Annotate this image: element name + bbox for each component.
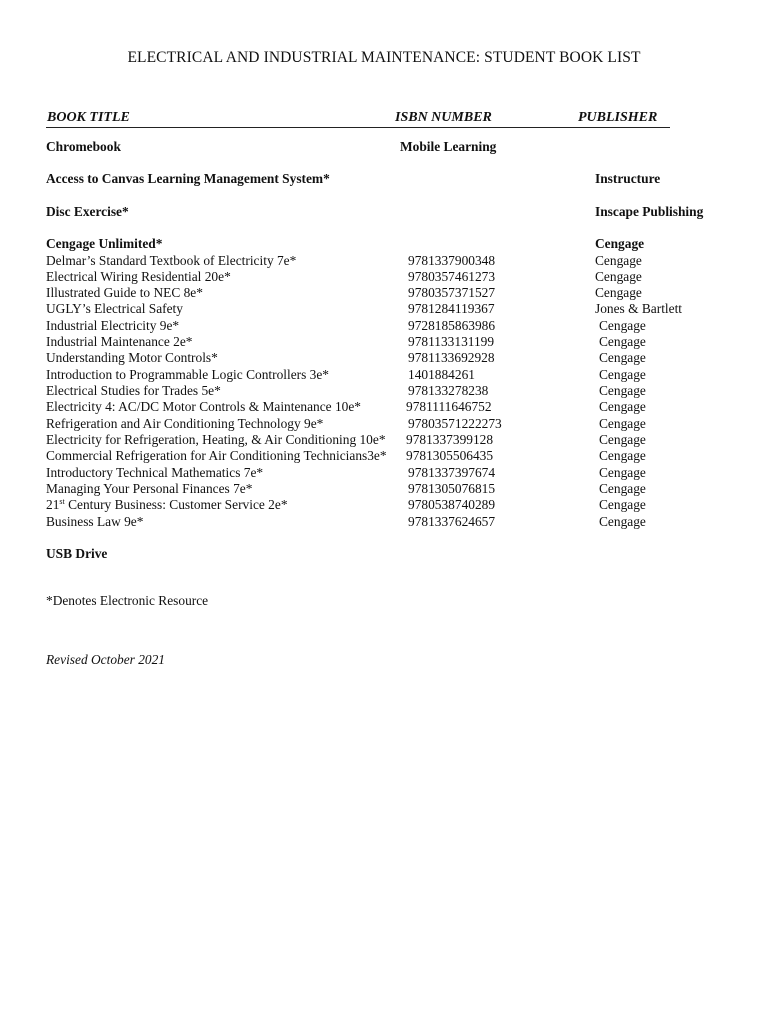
book-isbn: Mobile Learning — [400, 139, 497, 154]
book-publisher: Cengage — [599, 448, 646, 463]
book-title: Industrial Maintenance 2e* — [46, 334, 193, 349]
book-isbn: 978133278238 — [408, 383, 489, 398]
book-row — [0, 367, 768, 383]
book-title: Business Law 9e* — [46, 514, 144, 529]
book-isbn: 9781133131199 — [408, 334, 495, 349]
book-title: Understanding Motor Controls* — [46, 350, 218, 365]
book-publisher: Cengage — [599, 514, 646, 529]
book-title: Access to Canvas Learning Management System* — [46, 171, 330, 186]
book-row — [0, 465, 768, 481]
book-title: Refrigeration and Air Conditioning Technology 9e* — [46, 416, 324, 431]
book-row — [0, 514, 768, 530]
book-row — [0, 497, 768, 513]
book-isbn: 9781337397674 — [408, 465, 496, 480]
book-isbn: 9781111646752 — [406, 399, 492, 414]
book-title: Cengage Unlimited* — [46, 236, 163, 251]
book-row — [0, 350, 768, 366]
book-publisher: Cengage — [599, 432, 646, 447]
book-row — [0, 139, 768, 155]
header-book-title: BOOK TITLE — [47, 110, 130, 125]
book-publisher: Cengage — [599, 318, 646, 333]
book-row — [0, 416, 768, 432]
book-title: Electricity for Refrigeration, Heating, & Air Conditioning 10e* — [46, 432, 386, 447]
book-row — [0, 285, 768, 301]
book-isbn: 97803571222273 — [408, 416, 502, 431]
book-title: Managing Your Personal Finances 7e* — [46, 481, 253, 496]
book-row — [0, 236, 768, 252]
book-publisher: Cengage — [595, 269, 642, 284]
book-title: Illustrated Guide to NEC 8e* — [46, 285, 203, 300]
book-row — [0, 204, 768, 220]
book-publisher: Instructure — [595, 171, 661, 186]
book-publisher: Cengage — [599, 465, 646, 480]
book-isbn: 9781284119367 — [408, 301, 495, 316]
book-isbn: 9728185863986 — [408, 318, 496, 333]
book-publisher: Inscape Publishing — [595, 204, 704, 219]
book-isbn: 9781305506435 — [406, 448, 494, 463]
book-title: Disc Exercise* — [46, 204, 129, 219]
book-row — [0, 269, 768, 285]
book-title: Introductory Technical Mathematics 7e* — [46, 465, 264, 480]
book-title: USB Drive — [46, 546, 108, 561]
book-publisher: Cengage — [599, 399, 646, 414]
electronic-resource-note: *Denotes Electronic Resource — [46, 593, 209, 608]
book-publisher: Cengage — [599, 334, 646, 349]
book-publisher: Jones & Bartlett — [595, 301, 683, 316]
book-isbn: 9780538740289 — [408, 497, 496, 512]
revision-date: Revised October 2021 — [46, 652, 165, 667]
book-publisher: Cengage — [595, 285, 642, 300]
book-title: Industrial Electricity 9e* — [46, 318, 180, 333]
book-row — [0, 171, 768, 187]
book-title: Electrical Wiring Residential 20e* — [46, 269, 231, 284]
title-ordinal-suffix: st — [59, 497, 65, 506]
book-title: Commercial Refrigeration for Air Conditioning Technicians3e* — [46, 448, 387, 463]
book-publisher: Cengage — [595, 236, 645, 251]
book-title: Electrical Studies for Trades 5e* — [46, 383, 221, 398]
book-isbn: 1401884261 — [408, 367, 475, 382]
book-publisher: Cengage — [595, 253, 642, 268]
book-isbn: 9781337399128 — [406, 432, 494, 447]
book-row — [0, 399, 768, 415]
book-row — [0, 383, 768, 399]
book-isbn: 9781133692928 — [408, 350, 495, 365]
title-rest: Century Business: Customer Service 2e* — [64, 497, 288, 512]
header-isbn-number: ISBN NUMBER — [395, 110, 492, 125]
book-publisher: Cengage — [599, 350, 646, 365]
book-row — [0, 301, 768, 317]
book-publisher: Cengage — [599, 367, 646, 382]
book-row — [0, 318, 768, 334]
book-title: Introduction to Programmable Logic Controllers 3e* — [46, 367, 330, 382]
book-row — [0, 253, 768, 269]
book-title: Electricity 4: AC/DC Motor Controls & Maintenance 10e* — [46, 399, 361, 414]
book-publisher: Cengage — [599, 481, 646, 496]
book-row — [0, 432, 768, 448]
book-publisher: Cengage — [599, 497, 646, 512]
book-isbn: 9780357371527 — [408, 285, 496, 300]
book-isbn: 9781305076815 — [408, 481, 496, 496]
book-row — [0, 334, 768, 350]
header-publisher: PUBLISHER — [578, 110, 658, 125]
book-isbn: 9781337900348 — [408, 253, 496, 268]
book-isbn: 9780357461273 — [408, 269, 496, 284]
book-title: UGLY’s Electrical Safety — [46, 301, 183, 316]
book-title — [46, 497, 288, 513]
title-ordinal: 21 — [46, 497, 60, 512]
book-title: Delmar’s Standard Textbook of Electricity 7e* — [46, 253, 297, 268]
book-publisher: Cengage — [599, 383, 646, 398]
book-publisher: Cengage — [599, 416, 646, 431]
document-title: ELECTRICAL AND INDUSTRIAL MAINTENANCE: STUDENT BOOK LIST — [127, 49, 641, 66]
book-row — [0, 448, 768, 464]
header-underline — [46, 127, 670, 128]
book-row — [0, 481, 768, 497]
book-title: Chromebook — [46, 139, 121, 154]
book-isbn: 9781337624657 — [408, 514, 496, 529]
book-row — [0, 546, 768, 562]
